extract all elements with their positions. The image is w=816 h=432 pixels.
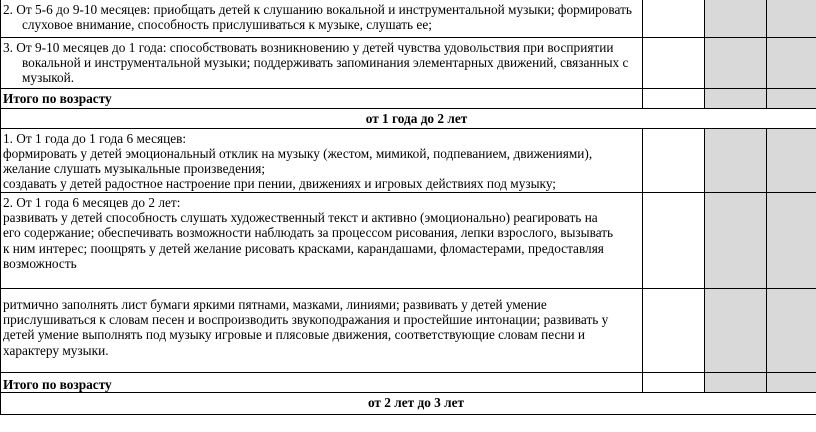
- text-line: 3. От 9-10 месяцев до 1 года: способствовать возникновению у детей чувства удовольствия при восприятии: [3, 39, 614, 55]
- text-line: 1. От 1 года до 1 года 6 месяцев:: [3, 130, 187, 146]
- shaded-cell: [767, 128, 816, 192]
- text-line: развивать у детей способность слушать художественный текст и активно (эмоционально) реагировать на: [3, 209, 598, 225]
- content-cell: [1, 288, 643, 372]
- content-cell: [1, 0, 643, 37]
- age-group-heading: от 2 лет до 3 лет: [1, 392, 816, 414]
- empty-cell: [643, 288, 705, 372]
- subtotal-label: Итого по возрасту: [1, 88, 643, 108]
- text-line: возможность: [3, 255, 77, 271]
- table-row: [1, 192, 816, 288]
- shaded-cell: [705, 88, 767, 108]
- shaded-cell: [767, 192, 816, 288]
- shaded-cell: [767, 88, 816, 108]
- text-line: детей умение выполнять под музыку игровые и плясовые движения, соответствующие словам песни и: [3, 327, 586, 343]
- shaded-cell: [767, 0, 816, 37]
- table-row: [1, 88, 816, 108]
- empty-cell: [643, 128, 705, 192]
- table-row: [1, 128, 816, 192]
- table-row: [1, 0, 816, 37]
- text-line: музыкой.: [22, 70, 75, 86]
- shaded-cell: [705, 128, 767, 192]
- text-line: его содержание; обеспечивать возможности наблюдать за процессом рисования, лепки взрослого, вызывать: [3, 225, 614, 241]
- text-line: формировать у детей эмоциональный отклик на музыку (жестом, мимикой, подпеванием, движениями),: [3, 145, 593, 161]
- shaded-cell: [705, 192, 767, 288]
- empty-cell: [643, 372, 705, 392]
- age-group-heading: от 1 года до 2 лет: [1, 108, 816, 128]
- text-line: вокальной и инструментальной музыки; поддерживать запоминания элементарных движений, связанных с: [22, 54, 629, 70]
- text-line: желание слушать музыкальные произведения;: [3, 161, 266, 177]
- shaded-cell: [705, 0, 767, 37]
- shaded-cell: [705, 372, 767, 392]
- empty-cell: [643, 88, 705, 108]
- table-row: [1, 37, 816, 88]
- subtotal-label: Итого по возрасту: [1, 372, 643, 392]
- table-row: [1, 372, 816, 392]
- shaded-cell: [767, 288, 816, 372]
- content-cell: [1, 37, 643, 88]
- shaded-cell: [705, 288, 767, 372]
- table-row: [1, 108, 816, 128]
- shaded-cell: [767, 37, 816, 88]
- text-line: создавать у детей радостное настроение при пении, движениях и игровых действиях под музыку;: [3, 176, 556, 192]
- text-line: 2. От 1 года 6 месяцев до 2 лет:: [3, 194, 181, 210]
- table-row: [1, 392, 816, 414]
- content-cell: [1, 128, 643, 192]
- table-row: [1, 288, 816, 372]
- text-line: 2. От 5-6 до 9-10 месяцев: приобщать детей к слушанию вокальной и инструментальной музыки; формировать: [3, 2, 632, 17]
- shaded-cell: [767, 372, 816, 392]
- content-cell: [1, 192, 643, 288]
- text-line: характеру музыки.: [3, 342, 109, 358]
- text-line: прислушиваться к словам песен и воспроизводить звукоподражания и простейшие интонации; развивать у: [3, 311, 609, 327]
- text-line: слуховое внимание, способность прислушиваться к музыке, слушать ее;: [22, 17, 432, 33]
- empty-cell: [643, 37, 705, 88]
- empty-cell: [643, 0, 705, 37]
- text-line: к ним интерес; поощрять у детей желание рисовать красками, карандашами, фломастерами, предоставляя: [3, 240, 604, 256]
- empty-cell: [643, 192, 705, 288]
- shaded-cell: [705, 37, 767, 88]
- text-line: ритмично заполнять лист бумаги яркими пятнами, мазками, линиями; развивать у детей умение: [3, 296, 547, 312]
